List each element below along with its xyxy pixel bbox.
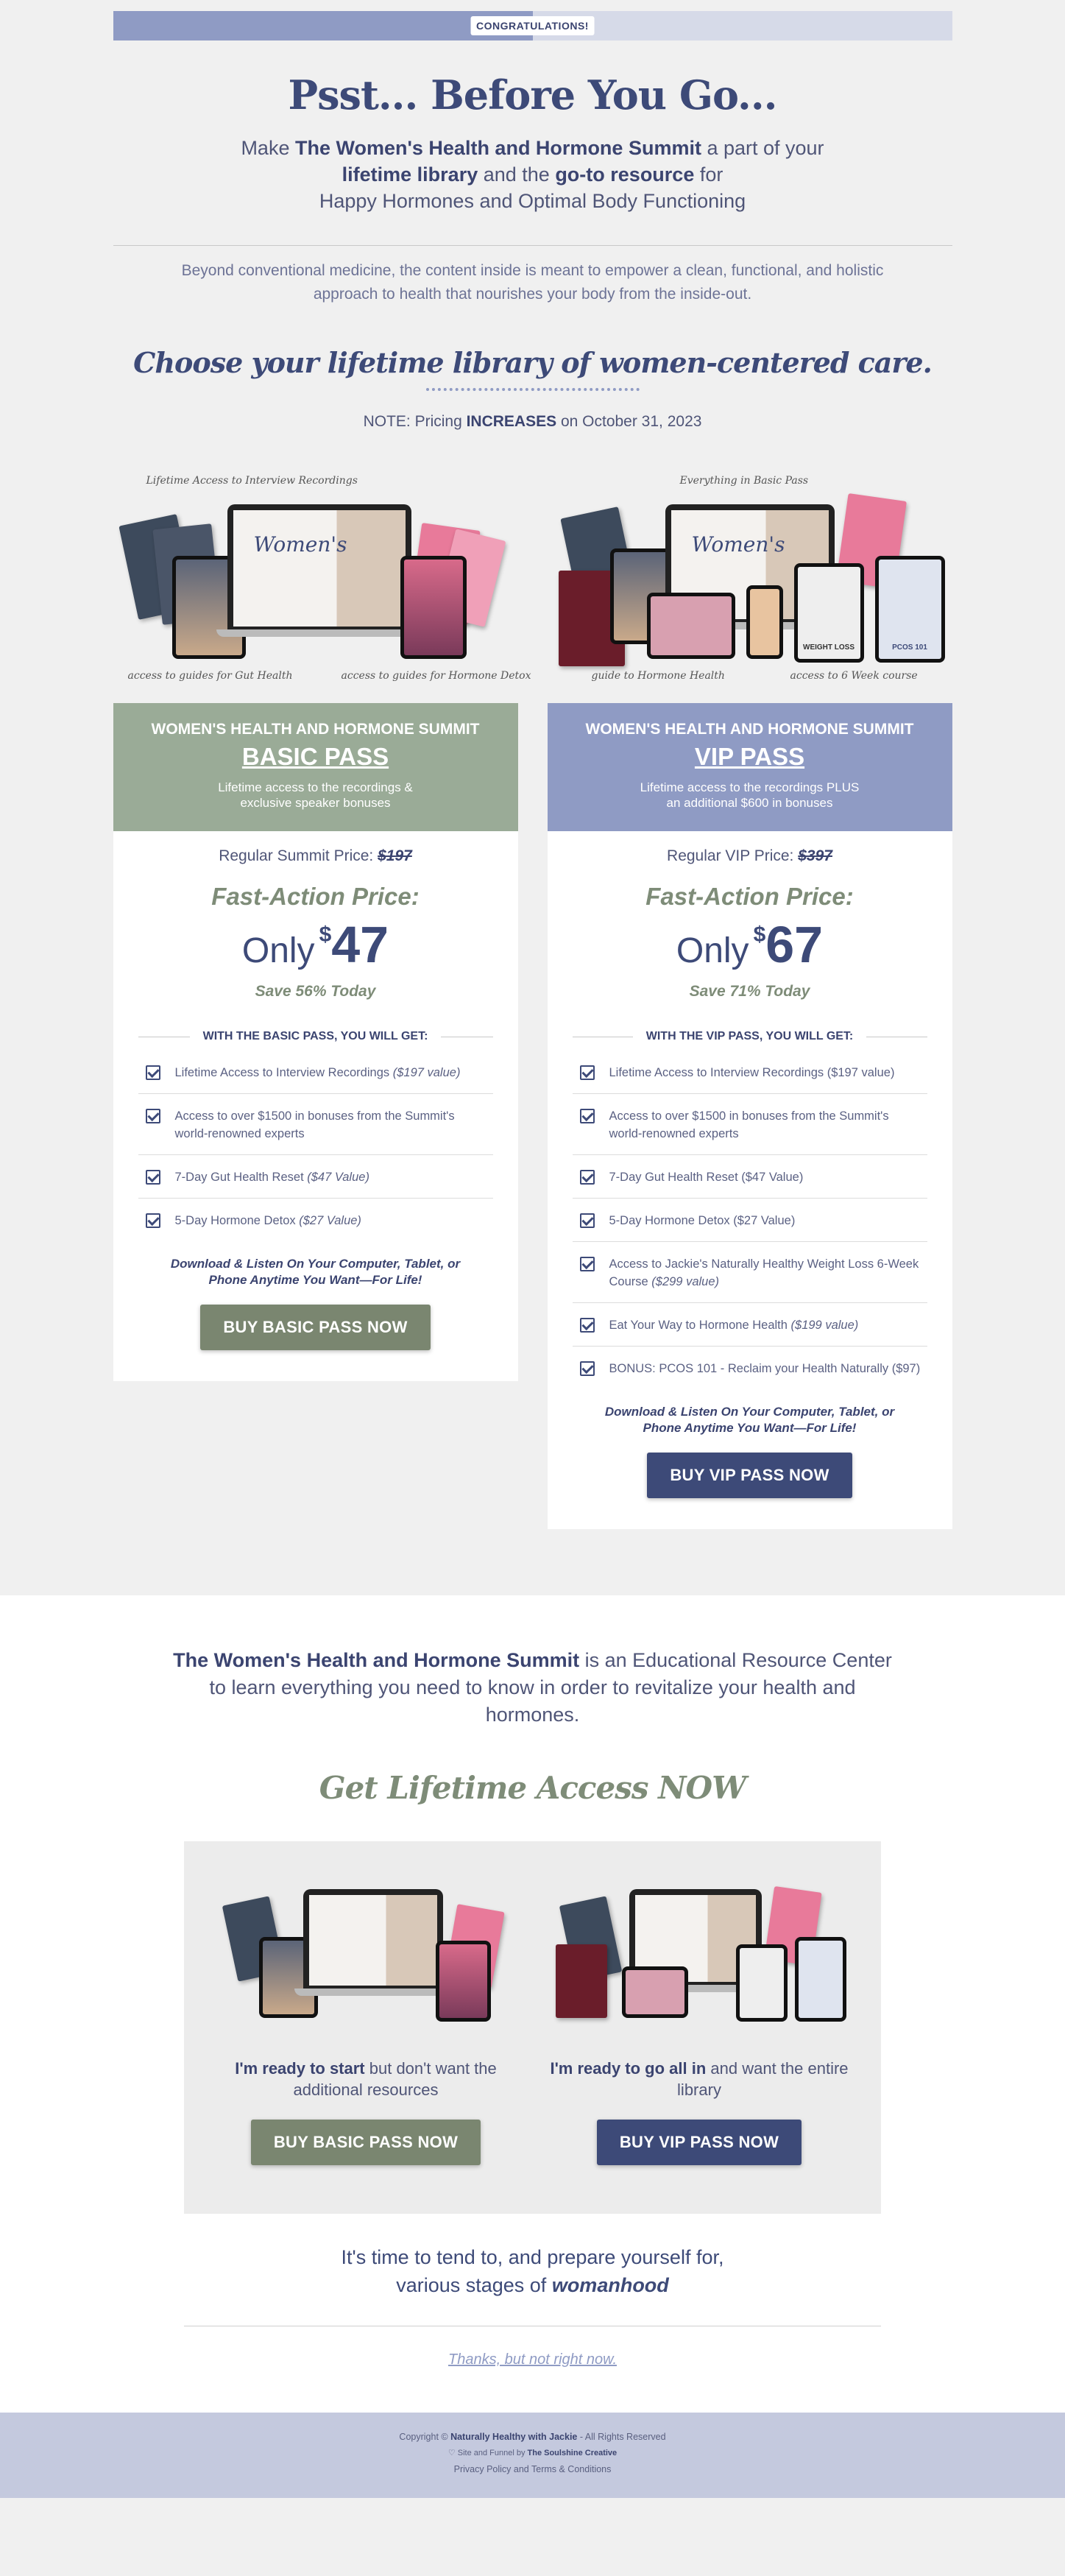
- feature-text: Access to over $1500 in bonuses from the Summit's world-renowned experts: [609, 1109, 889, 1140]
- feature-item: [573, 1155, 927, 1199]
- copyright: Copyright © Naturally Healthy with Jackie - All Rights Reserved: [399, 2432, 666, 2442]
- feature-text: 7-Day Gut Health Reset ($47 Value): [609, 1171, 804, 1184]
- dotted-divider: [426, 388, 640, 391]
- buy-basic-pass-button[interactable]: BUY BASIC PASS NOW: [251, 2120, 481, 2165]
- progress-fill: [113, 11, 533, 40]
- basic-feature-list: [138, 1051, 493, 1241]
- feature-text: Lifetime Access to Interview Recordings ($197 value): [174, 1066, 461, 1079]
- vip-pass-header: [548, 703, 952, 831]
- basic-ready-text: I'm ready to start but don't want the additional resources: [235, 2059, 497, 2099]
- feature-text: 7-Day Gut Health Reset ($47 Value): [174, 1171, 369, 1184]
- card-title: WOMEN'S HEALTH AND HORMONE SUMMIT: [151, 721, 480, 738]
- feature-text: Eat Your Way to Hormone Health ($199 value): [609, 1319, 859, 1332]
- checkbox-icon: [146, 1170, 160, 1185]
- pass-name: BASIC PASS: [241, 743, 389, 770]
- buy-basic-pass-button[interactable]: BUY BASIC PASS NOW: [200, 1305, 430, 1350]
- checkbox-icon: [580, 1318, 595, 1333]
- intro-text: Beyond conventional medicine, the content inside is meant to empower a clean, functional, and holistic approach to health that nourishes your body from the inside-out.: [181, 262, 884, 303]
- checkbox-icon: [580, 1213, 595, 1228]
- pass-name: VIP PASS: [694, 743, 805, 770]
- checkbox-icon: [580, 1065, 595, 1080]
- basic-pass-product-image: [215, 1871, 517, 2047]
- buy-vip-pass-button[interactable]: BUY VIP PASS NOW: [647, 1453, 852, 1498]
- choose-heading: Choose your lifetime library of women-centered care.: [133, 346, 932, 379]
- feature-item: [573, 1199, 927, 1242]
- regular-price: Regular VIP Price: $397: [667, 847, 832, 864]
- feature-item: [138, 1199, 493, 1241]
- download-note: Download & Listen On Your Computer, Tablet, or Phone Anytime You Want—For Life!: [604, 1405, 895, 1435]
- page-headline: Psst... Before You Go...: [288, 71, 777, 119]
- savings-label: Save 56% Today: [255, 983, 376, 1000]
- feature-item: [573, 1051, 927, 1094]
- pricing-note: NOTE: Pricing INCREASES on October 31, 2023: [363, 413, 702, 430]
- lifetime-heading: Get Lifetime Access NOW: [319, 1770, 746, 1806]
- progress-bar: [113, 11, 952, 40]
- checkbox-icon: [580, 1257, 595, 1271]
- feature-text: Access to over $1500 in bonuses from the Summit's world-renowned experts: [174, 1109, 455, 1140]
- feature-item: [573, 1094, 927, 1155]
- basic-pass-product-image: Lifetime Access to Interview Recordings Women's access to guides for Gut Health access to guides for Hormone Detox: [113, 475, 518, 696]
- vip-pass-product-image: [548, 1871, 850, 2047]
- feature-text: 5-Day Hormone Detox ($27 Value): [609, 1214, 796, 1227]
- offer-box: [184, 1841, 881, 2214]
- feature-item: [573, 1347, 927, 1389]
- progress-label: CONGRATULATIONS!: [470, 16, 595, 35]
- footer: [0, 2413, 1065, 2498]
- feature-text: 5-Day Hormone Detox ($27 Value): [174, 1214, 361, 1227]
- buy-vip-pass-button[interactable]: BUY VIP PASS NOW: [597, 2120, 802, 2165]
- divider: [113, 245, 952, 246]
- legal-links: Privacy Policy and Terms & Conditions: [453, 2464, 612, 2474]
- educational-text: The Women's Health and Hormone Summit is an Educational Resource Center to learn everything you need to know in order to revitalize your health and hormones.: [173, 1649, 892, 1726]
- vip-pass-product-image: Everything in Basic Pass Women's WEIGHT LOSS PCOS 101 guide to Hormone Health access to 6 Week course: [548, 475, 952, 696]
- feature-item: [138, 1094, 493, 1155]
- checkbox-icon: [580, 1361, 595, 1376]
- lifetime-access-section: [0, 1595, 1065, 2413]
- fast-action-label: Fast-Action Price:: [645, 883, 854, 910]
- feature-text: BONUS: PCOS 101 - Reclaim your Health Naturally ($97): [609, 1362, 921, 1375]
- download-note: Download & Listen On Your Computer, Tablet, or Phone Anytime You Want—For Life!: [170, 1257, 461, 1287]
- regular-price: Regular Summit Price: $197: [219, 847, 412, 864]
- feature-item: [138, 1155, 493, 1199]
- features-heading: WITH THE VIP PASS, YOU WILL GET:: [573, 1030, 927, 1043]
- checkbox-icon: [580, 1170, 595, 1185]
- checkbox-icon: [146, 1213, 160, 1228]
- vip-feature-list: [573, 1051, 927, 1389]
- sale-price: Only $47: [241, 916, 389, 973]
- feature-item: [573, 1303, 927, 1347]
- feature-item: [573, 1242, 927, 1303]
- card-title: WOMEN'S HEALTH AND HORMONE SUMMIT: [585, 721, 914, 738]
- basic-pass-card: [113, 703, 518, 1381]
- features-heading: WITH THE BASIC PASS, YOU WILL GET:: [138, 1030, 493, 1043]
- pass-description: Lifetime access to the recordings & exclusive speaker bonuses: [218, 780, 413, 810]
- site-credit: ♡ Site and Funnel by The Soulshine Creative: [447, 2449, 618, 2457]
- terms-link[interactable]: Terms & Conditions: [531, 2464, 612, 2474]
- pass-description: Lifetime access to the recordings PLUS an additional $600 in bonuses: [640, 780, 860, 810]
- vip-ready-text: I'm ready to go all in and want the entire library: [550, 2059, 849, 2099]
- checkbox-icon: [146, 1065, 160, 1080]
- fast-action-label: Fast-Action Price:: [211, 883, 420, 910]
- basic-pass-header: [113, 703, 518, 831]
- savings-label: Save 71% Today: [689, 983, 810, 1000]
- checkbox-icon: [146, 1109, 160, 1123]
- privacy-policy-link[interactable]: Privacy Policy: [453, 2464, 512, 2474]
- feature-text: Access to Jackie's Naturally Healthy Weight Loss 6-Week Course ($299 value): [609, 1257, 919, 1288]
- feature-item: [138, 1051, 493, 1094]
- womanhood-text: It's time to tend to, and prepare yourself for, various stages of womanhood: [341, 2246, 724, 2296]
- feature-text: Lifetime Access to Interview Recordings ($197 value): [609, 1066, 895, 1079]
- decline-offer-link[interactable]: Thanks, but not right now.: [447, 2351, 618, 2368]
- subheadline: Make The Women's Health and Hormone Summit a part of your lifetime library and the go-to resource for Happy Hormones and Optimal Body Functioning: [241, 137, 824, 212]
- sale-price: Only $67: [676, 916, 824, 973]
- checkbox-icon: [580, 1109, 595, 1123]
- vip-pass-card: [548, 703, 952, 1529]
